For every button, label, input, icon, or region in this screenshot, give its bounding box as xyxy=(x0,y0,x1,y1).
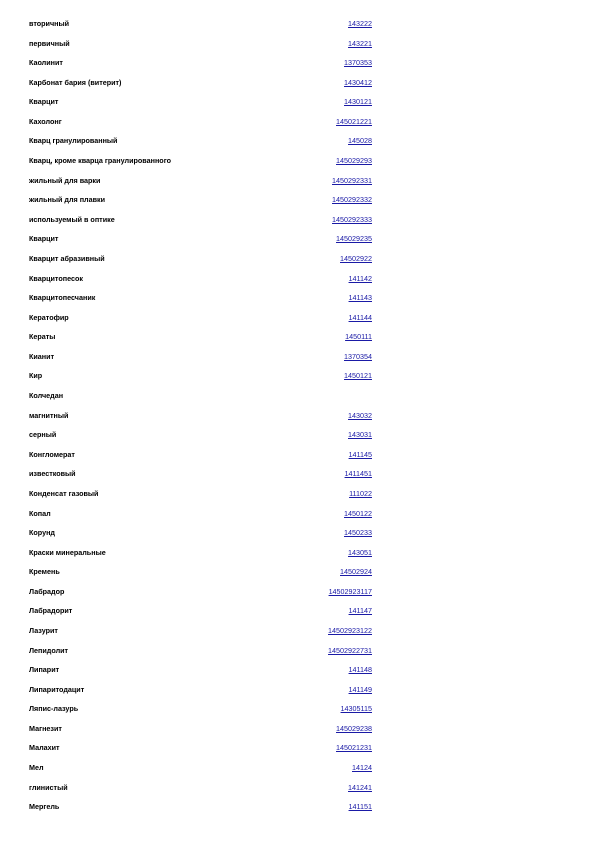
code-link[interactable]: 1450121 xyxy=(344,371,372,381)
code-link[interactable]: 14124 xyxy=(352,763,372,773)
mineral-name: Мел xyxy=(29,763,44,773)
code-link[interactable]: 145028 xyxy=(348,136,372,146)
list-item xyxy=(0,330,595,344)
mineral-name: Ляпис-лазурь xyxy=(29,704,79,714)
list-item xyxy=(0,213,595,227)
code-link[interactable]: 14502922731 xyxy=(328,645,372,655)
mineral-name: используемый в оптике xyxy=(29,214,115,224)
mineral-name: вторичный xyxy=(29,19,70,28)
code-link[interactable]: 1450111 xyxy=(345,332,372,342)
mineral-name: первичный xyxy=(29,38,70,48)
code-link[interactable]: 145029293 xyxy=(336,156,372,166)
code-link[interactable]: 145029238 xyxy=(336,723,372,733)
code-link[interactable]: 14502923117 xyxy=(328,586,372,596)
mineral-name: глинистый xyxy=(29,782,68,792)
code-link[interactable]: 145021221 xyxy=(336,116,372,126)
list-item xyxy=(0,702,595,716)
list-item xyxy=(0,350,595,364)
mineral-name: Краски минеральные xyxy=(29,547,106,557)
mineral-name: Кварц, кроме кварца гранулированного xyxy=(29,156,171,166)
list-item xyxy=(0,683,595,697)
mineral-name: Конгломерат xyxy=(29,449,75,459)
list-item xyxy=(0,585,595,599)
mineral-name: магнитный xyxy=(29,410,69,420)
list-item xyxy=(0,644,595,658)
mineral-name: известковый xyxy=(29,469,76,479)
mineral-name: Кир xyxy=(29,371,43,381)
mineral-name: Малахит xyxy=(29,743,60,753)
list-item xyxy=(0,624,595,638)
code-link[interactable]: 141143 xyxy=(348,293,372,303)
mineral-name: Конденсат газовый xyxy=(29,488,99,498)
list-item xyxy=(0,663,595,677)
code-link[interactable]: 143051 xyxy=(348,547,372,557)
mineral-name: Кварцит xyxy=(29,97,59,107)
list-item xyxy=(0,95,595,109)
code-link[interactable]: 143221 xyxy=(348,38,372,48)
list-item xyxy=(0,76,595,90)
code-link[interactable]: 1450233 xyxy=(344,528,372,538)
code-link[interactable]: 141148 xyxy=(348,665,372,675)
mineral-name: Мергель xyxy=(29,802,60,812)
mineral-name: Лазурит xyxy=(29,625,58,635)
code-link[interactable]: 1411451 xyxy=(344,469,372,479)
list-item xyxy=(0,781,595,795)
mineral-name: Колчедан xyxy=(29,391,64,401)
mineral-name: Корунд xyxy=(29,528,55,538)
list-item xyxy=(0,546,595,560)
code-link[interactable]: 141145 xyxy=(348,449,372,459)
code-link[interactable]: 141241 xyxy=(348,782,372,792)
list-item xyxy=(0,507,595,521)
list-item xyxy=(0,369,595,383)
list-item xyxy=(0,115,595,129)
list-item xyxy=(0,722,595,736)
mineral-name: Кианит xyxy=(29,351,55,361)
list-item xyxy=(0,134,595,148)
list-item xyxy=(0,409,595,423)
mineral-name: Лабрадорит xyxy=(29,606,73,616)
mineral-name: Каолинит xyxy=(29,58,63,68)
mineral-name: Магнезит xyxy=(29,723,62,733)
mineral-name: Кварцит xyxy=(29,234,59,244)
mineral-name: жильный для варки xyxy=(29,175,101,185)
code-link[interactable]: 141147 xyxy=(348,606,372,616)
code-link[interactable]: 145029235 xyxy=(336,234,372,244)
list-item xyxy=(0,565,595,579)
mineral-name: Кератофир xyxy=(29,312,69,322)
list-item xyxy=(0,154,595,168)
mineral-name: Липаритодацит xyxy=(29,684,85,694)
code-link[interactable]: 145021231 xyxy=(336,743,372,753)
code-link[interactable]: 141142 xyxy=(348,273,372,283)
mineral-name: Лепидолит xyxy=(29,645,69,655)
list-item xyxy=(0,17,595,31)
list-item xyxy=(0,252,595,266)
list-item xyxy=(0,272,595,286)
mineral-name: Кварцитопесок xyxy=(29,273,83,283)
list-item xyxy=(0,193,595,207)
mineral-name: Лабрадор xyxy=(29,586,65,596)
mineral-name: жильный для плавки xyxy=(29,195,106,205)
list-item xyxy=(0,467,595,481)
code-link[interactable]: 1450122 xyxy=(344,508,372,518)
code-link[interactable]: 1450292331 xyxy=(332,175,372,185)
list-item xyxy=(0,174,595,188)
code-link[interactable]: 143032 xyxy=(348,410,372,420)
code-link[interactable]: 141151 xyxy=(348,802,372,812)
mineral-name: серный xyxy=(29,430,57,440)
list-item xyxy=(0,761,595,775)
list-item xyxy=(0,291,595,305)
code-link[interactable]: 1370354 xyxy=(344,351,372,361)
list-item xyxy=(0,311,595,325)
mineral-name: Кварцитопесчаник xyxy=(29,293,96,303)
list-item xyxy=(0,56,595,70)
code-link[interactable]: 143031 xyxy=(348,430,372,440)
list-item xyxy=(0,526,595,540)
mineral-name: Кварцит абразивный xyxy=(29,253,105,263)
list-item xyxy=(0,389,595,403)
code-link[interactable]: 143222 xyxy=(348,19,372,28)
code-link[interactable]: 1450292333 xyxy=(332,214,372,224)
list-item xyxy=(0,428,595,442)
mineral-name: Карбонат бария (витерит) xyxy=(29,77,122,87)
code-link[interactable]: 111022 xyxy=(349,488,372,498)
code-link[interactable]: 141149 xyxy=(348,684,372,694)
code-link[interactable]: 14502922 xyxy=(340,253,372,263)
list-item xyxy=(0,487,595,501)
list-item xyxy=(0,604,595,618)
list-item xyxy=(0,448,595,462)
mineral-name: Кварц гранулированный xyxy=(29,136,118,146)
code-link[interactable]: 1370353 xyxy=(344,58,372,68)
mineral-name: Липарит xyxy=(29,665,60,675)
mineral-name: Кремень xyxy=(29,567,60,577)
code-link[interactable]: 141144 xyxy=(348,312,372,322)
list-item xyxy=(0,37,595,51)
mineral-name: Кераты xyxy=(29,332,56,342)
code-link[interactable]: 1430412 xyxy=(344,77,372,87)
mineral-name: Кахолонг xyxy=(29,116,62,126)
code-link[interactable]: 1430121 xyxy=(344,97,372,107)
list-item xyxy=(0,232,595,246)
mineral-name: Копал xyxy=(29,508,51,518)
list-item xyxy=(0,800,595,814)
list-item xyxy=(0,741,595,755)
code-link[interactable]: 14305115 xyxy=(340,704,372,714)
code-link[interactable]: 14502924 xyxy=(340,567,372,577)
code-link[interactable]: 1450292332 xyxy=(332,195,372,205)
code-link[interactable]: 14502923122 xyxy=(328,625,372,635)
